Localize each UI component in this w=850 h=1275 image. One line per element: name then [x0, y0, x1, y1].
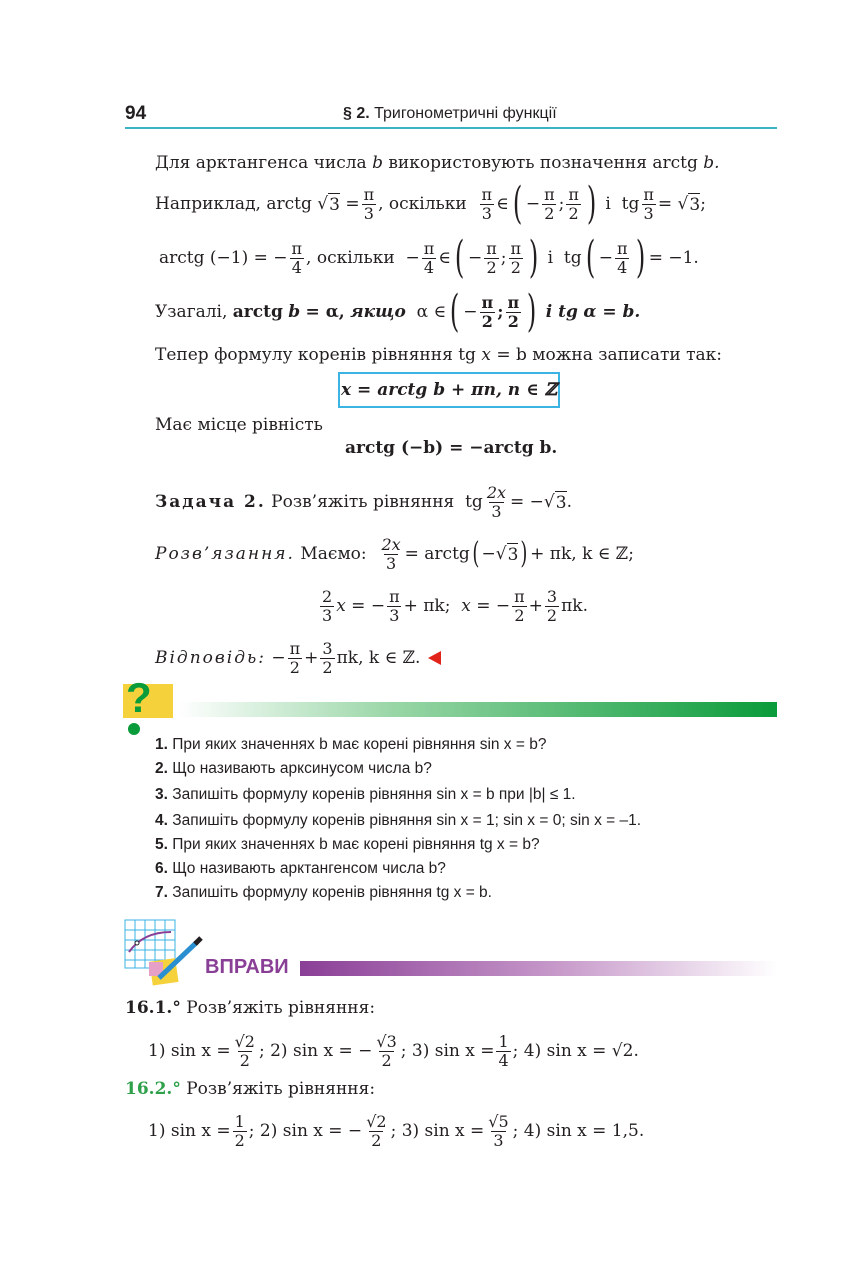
text-line-1 [155, 152, 720, 174]
fraction: $\frac{\pi}{2}$ [544, 184, 555, 223]
fraction: $\frac{\pi}{2}$ [568, 184, 579, 223]
question-mark-glyph: ? [126, 674, 152, 721]
answer-line: Відповідь: − $\frac{\pi}{2}$ + $\frac{3}{2}$ πk, k ∈ ℤ. [155, 636, 441, 680]
text-line-2: Наприклад, arctg √ 3 = $\frac{\pi}{3}$ , оскільки $\frac{\pi}{3}$ ∈ ( − $\frac{\pi}{2}$ ; $\frac{\pi}{2}$ ) і tg $\frac{\pi}{3}$ = √ 3 ; [155, 178, 706, 229]
question-dot-icon [128, 723, 140, 735]
list-item: 6. Що називають арктангенсом числа b? [155, 860, 446, 877]
section-title: Тригонометричні функції [374, 105, 557, 122]
exercises-grid-pencil-icon [123, 918, 203, 990]
exercises-gradient-bar [300, 961, 777, 976]
running-header [343, 105, 557, 123]
var: b. [703, 153, 720, 173]
text: і [605, 194, 611, 214]
questions-list [155, 733, 641, 905]
list-item: 2. Що називають арксинусом числа b? [155, 760, 432, 777]
identity-formula: arctg (−b) = −arctg b. [345, 438, 558, 458]
exercises-heading: ВПРАВИ [205, 956, 289, 978]
text: Узагалі, [155, 302, 228, 322]
task-line: Задача 2. Розв’яжіть рівняння tg $\frac{2x}{3}$ = − √ 3 . [155, 482, 572, 521]
text: Наприклад, [155, 194, 261, 214]
text: = [345, 194, 360, 214]
solution-line: Розв’язання. Маємо: $\frac{2x}{3}$ = arctg ( − √ 3 ) + πk, k ∈ ℤ; [155, 534, 634, 573]
fraction: $\frac{\pi}{4}$ [423, 238, 435, 277]
fraction: $\frac{\pi}{3}$ [481, 184, 493, 223]
text: ∈ [496, 194, 509, 214]
list-item: 1. При яких значеннях b має корені рівняння sin x = b? [155, 736, 547, 753]
boxed-formula: x = arctg b + πn, n ∈ ℤ [338, 372, 560, 408]
section-number: § 2. [343, 105, 370, 122]
fraction: $\frac{\pi}{3}$ [643, 184, 654, 223]
questions-gradient-bar [178, 702, 777, 717]
list-item: 4. Запишіть формулу коренів рівняння sin x = 1; sin x = 0; sin x = –1. [155, 812, 642, 829]
sqrt-value: 3 [329, 194, 340, 215]
text: , оскільки [306, 248, 395, 268]
list-item: 7. Запишіть формулу коренів рівняння tg x = b. [155, 884, 492, 901]
var: b [372, 153, 383, 173]
text: tg [621, 194, 640, 214]
text-line-5: Тепер формулу коренів рівняння tg x = b можна записати так: [155, 345, 723, 365]
text: arctg (−1) = − [159, 248, 288, 268]
exercise-16-2-items: 1) sin x = $\frac{1}{2}$ ; 2) sin x = − $\frac{√2}{2}$ ; 3) sin x = $\frac{√5}{3}$ ; 4) sin x = 1,5. [148, 1111, 645, 1150]
text-line-4: Узагалі, arctg b = α, якщо α ∈ ( − $\frac{\pi}{2}$ ; $\frac{\pi}{2}$ ) і tg α = b. [155, 286, 641, 337]
fraction: $\frac{\pi}{3}$ [363, 184, 375, 223]
text: Для арктангенса числа [155, 153, 367, 173]
text-line-6: Має місце рівність [155, 415, 323, 435]
text: , оскільки [378, 194, 467, 214]
text-line-3: arctg (−1) = − $\frac{\pi}{4}$ , оскільки − $\frac{\pi}{4}$ ∈ ( − $\frac{\pi}{2}$ ; $\frac{\pi}{2}$ ) і tg ( − $\frac{\pi}{4}$ ) = −1. [159, 232, 699, 283]
fraction: $\frac{\pi}{4}$ [291, 238, 303, 277]
end-of-solution-marker-icon [428, 651, 441, 665]
text: використовують позначення arctg [388, 153, 698, 173]
exercise-16-1-title: 16.1.° Розв’яжіть рівняння: [125, 998, 376, 1018]
text: arctg [266, 194, 312, 214]
header-rule [125, 127, 777, 129]
list-item: 3. Запишіть формулу коренів рівняння sin x = b при |b| ≤ 1. [155, 786, 576, 803]
exercise-16-2-title: 16.2.° Розв’яжіть рівняння: [125, 1079, 376, 1099]
exercise-16-1-items: 1) sin x = $\frac{√2}{2}$ ; 2) sin x = − $\frac{√3}{2}$ ; 3) sin x = $\frac{1}{4}$ ; 4) sin x = √2. [148, 1031, 639, 1070]
page-number: 94 [125, 103, 147, 124]
list-item: 5. При яких значеннях b має корені рівняння tg x = b? [155, 836, 540, 853]
solution-step: $\frac{2}{3}$ x = − $\frac{\pi}{3}$ + πk; x = − $\frac{\pi}{2}$ + $\frac{3}{2}$ πk. [322, 586, 588, 625]
